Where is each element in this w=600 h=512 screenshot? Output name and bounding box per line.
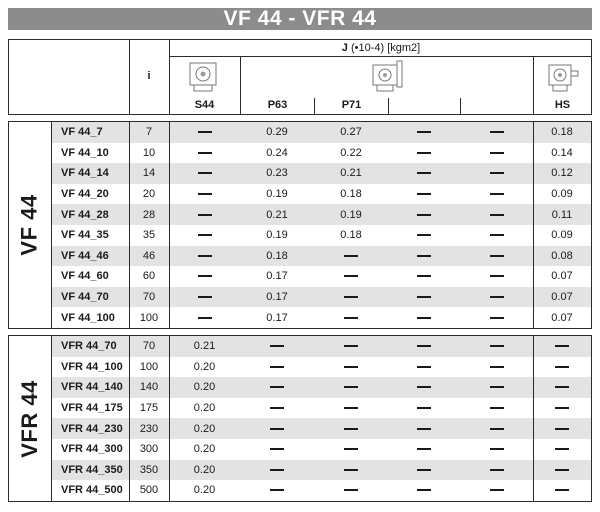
column-divider [533, 122, 534, 328]
dash-mark [555, 469, 569, 471]
cell-s44: 0.20 [193, 402, 216, 415]
col-header-p71: P71 [341, 99, 362, 111]
dash-mark [198, 214, 212, 216]
dash-mark [198, 234, 212, 236]
ratio-value: 70 [142, 340, 156, 353]
table-row [51, 377, 591, 398]
cell-s44: 0.20 [193, 463, 216, 476]
cell-s44 [169, 266, 240, 287]
ratio-value: 60 [142, 270, 156, 283]
cell-p71: 0.22 [340, 146, 362, 159]
dash-mark [417, 214, 431, 216]
dash-mark [344, 469, 358, 471]
dash-mark [417, 152, 431, 154]
col-header-hs: HS [554, 99, 571, 111]
cell-p63 [240, 336, 314, 357]
vfr-section [8, 335, 592, 502]
vfr-side-label: VFR 44 [17, 379, 42, 458]
cell-p71: 0.18 [340, 229, 362, 242]
table-row [51, 307, 591, 328]
dash-mark [198, 317, 212, 319]
dash-mark [490, 428, 504, 430]
model-code: VF 44_100 [61, 311, 115, 324]
cell-empty-2 [460, 184, 533, 205]
dash-mark [490, 448, 504, 450]
cell-empty-2 [460, 398, 533, 419]
cell-s44: 0.20 [193, 484, 216, 497]
cell-empty-2 [460, 307, 533, 328]
column-divider [129, 122, 130, 328]
dash-mark [555, 386, 569, 388]
cell-empty-1 [388, 357, 460, 378]
cell-p63: 0.21 [266, 208, 288, 221]
cell-s44 [169, 163, 240, 184]
model-code: VF 44_70 [61, 291, 109, 304]
column-divider [51, 122, 52, 328]
cell-empty-1 [388, 163, 460, 184]
gearbox-icon [186, 59, 220, 95]
dash-mark [417, 193, 431, 195]
dash-mark [490, 386, 504, 388]
dash-mark [490, 152, 504, 154]
cell-hs [533, 418, 591, 439]
motor-flange-gearbox-icon [370, 59, 404, 95]
model-code: VF 44_20 [61, 188, 109, 201]
table-row [51, 357, 591, 378]
dash-mark [198, 152, 212, 154]
cell-empty-1 [388, 204, 460, 225]
ratio-value: 100 [139, 311, 159, 324]
cell-s44: 0.20 [193, 360, 216, 373]
dash-mark [555, 489, 569, 491]
dash-mark [344, 296, 358, 298]
cell-empty-1 [388, 122, 460, 143]
ratio-value: 28 [142, 208, 156, 221]
cell-p63 [240, 377, 314, 398]
cell-empty-2 [460, 336, 533, 357]
dash-mark [344, 366, 358, 368]
dash-mark [344, 448, 358, 450]
table-row [51, 163, 591, 184]
table-row [51, 266, 591, 287]
dash-mark [417, 234, 431, 236]
dash-mark [417, 131, 431, 133]
cell-p71 [314, 418, 388, 439]
cell-p63 [240, 480, 314, 501]
dash-mark [344, 317, 358, 319]
vf-section [8, 121, 592, 329]
input-shaft-gearbox-icon [546, 59, 580, 95]
table-row [51, 418, 591, 439]
dash-mark [417, 296, 431, 298]
dash-mark [490, 172, 504, 174]
model-code: VF 44_7 [61, 126, 103, 139]
cell-empty-2 [460, 439, 533, 460]
dash-mark [344, 489, 358, 491]
cell-empty-2 [460, 225, 533, 246]
dash-mark [490, 296, 504, 298]
cell-hs: 0.09 [551, 229, 573, 242]
table-row [51, 287, 591, 308]
cell-empty-2 [460, 143, 533, 164]
model-code: VF 44_10 [61, 146, 109, 159]
model-code: VF 44_28 [61, 208, 109, 221]
vf-side-label: VF 44 [17, 194, 43, 256]
table-row [51, 122, 591, 143]
table-row [51, 246, 591, 267]
cell-s44 [169, 307, 240, 328]
cell-empty-2 [460, 460, 533, 481]
dash-mark [344, 275, 358, 277]
cell-p63 [240, 460, 314, 481]
ratio-value: 35 [142, 229, 156, 242]
cell-hs [533, 377, 591, 398]
table-row [51, 398, 591, 419]
cell-p63: 0.19 [266, 188, 288, 201]
dash-mark [555, 366, 569, 368]
cell-empty-1 [388, 336, 460, 357]
cell-p71 [314, 460, 388, 481]
ratio-value: 100 [139, 360, 159, 373]
dash-mark [270, 469, 284, 471]
cell-empty-2 [460, 377, 533, 398]
cell-s44 [169, 204, 240, 225]
cell-hs [533, 480, 591, 501]
cell-p63: 0.17 [266, 270, 288, 283]
cell-empty-1 [388, 287, 460, 308]
table-row [51, 143, 591, 164]
cell-empty-2 [460, 266, 533, 287]
cell-p71 [314, 398, 388, 419]
table-row [51, 204, 591, 225]
cell-empty-1 [388, 398, 460, 419]
column-divider [533, 336, 534, 501]
dash-mark [490, 317, 504, 319]
dash-mark [417, 407, 431, 409]
cell-p71 [314, 357, 388, 378]
cell-p71 [314, 480, 388, 501]
cell-p71 [314, 246, 388, 267]
dash-mark [555, 448, 569, 450]
cell-empty-1 [388, 418, 460, 439]
table-row [51, 336, 591, 357]
col-header-p63: P63 [267, 99, 288, 111]
model-code: VFR 44_230 [61, 422, 123, 435]
dash-mark [417, 386, 431, 388]
dash-mark [270, 366, 284, 368]
table-header [8, 39, 592, 115]
cell-empty-1 [388, 377, 460, 398]
cell-p71: 0.21 [340, 167, 362, 180]
dash-mark [198, 275, 212, 277]
model-code: VFR 44_100 [61, 360, 123, 373]
page-title: VF 44 - VFR 44 [8, 8, 592, 30]
dash-mark [344, 345, 358, 347]
dash-mark [417, 275, 431, 277]
cell-empty-1 [388, 439, 460, 460]
dash-mark [417, 448, 431, 450]
cell-s44: 0.20 [193, 422, 216, 435]
cell-empty-1 [388, 184, 460, 205]
inertia-header: J (•10-4) [kgm2] [341, 42, 421, 54]
cell-p63: 0.19 [266, 229, 288, 242]
dash-mark [417, 366, 431, 368]
model-code: VF 44_14 [61, 167, 109, 180]
cell-hs [533, 460, 591, 481]
model-code: VF 44_35 [61, 229, 109, 242]
dash-mark [490, 489, 504, 491]
model-code: VFR 44_140 [61, 381, 123, 394]
table-row [51, 225, 591, 246]
dash-mark [198, 296, 212, 298]
dash-mark [198, 193, 212, 195]
cell-p71 [314, 307, 388, 328]
dash-mark [490, 193, 504, 195]
cell-hs: 0.08 [551, 249, 573, 262]
table-row [51, 439, 591, 460]
cell-p63: 0.17 [266, 311, 288, 324]
model-code: VFR 44_500 [61, 484, 123, 497]
ratio-value: 10 [142, 146, 156, 159]
cell-empty-1 [388, 266, 460, 287]
cell-p63 [240, 398, 314, 419]
cell-empty-1 [388, 143, 460, 164]
column-divider [51, 336, 52, 501]
ratio-value: 20 [142, 188, 156, 201]
dash-mark [270, 345, 284, 347]
model-code: VF 44_46 [61, 249, 109, 262]
dash-mark [490, 214, 504, 216]
ratio-value: 70 [142, 291, 156, 304]
cell-s44 [169, 122, 240, 143]
cell-empty-2 [460, 418, 533, 439]
cell-p63 [240, 439, 314, 460]
table-row [51, 480, 591, 501]
col-header-s44: S44 [194, 99, 215, 111]
cell-hs [533, 439, 591, 460]
cell-hs: 0.07 [551, 291, 573, 304]
cell-empty-1 [388, 246, 460, 267]
dash-mark [555, 407, 569, 409]
dash-mark [417, 489, 431, 491]
cell-hs [533, 398, 591, 419]
cell-empty-2 [460, 163, 533, 184]
ratio-value: 46 [142, 249, 156, 262]
ratio-value: 230 [139, 422, 159, 435]
cell-hs: 0.12 [551, 167, 573, 180]
dash-mark [198, 255, 212, 257]
model-code: VF 44_60 [61, 270, 109, 283]
cell-empty-2 [460, 357, 533, 378]
cell-p71 [314, 336, 388, 357]
cell-p63: 0.24 [266, 146, 288, 159]
cell-p71: 0.19 [340, 208, 362, 221]
cell-hs [533, 357, 591, 378]
cell-s44 [169, 225, 240, 246]
ratio-value: 14 [142, 167, 156, 180]
dash-mark [490, 131, 504, 133]
dash-mark [555, 345, 569, 347]
dash-mark [417, 345, 431, 347]
cell-empty-2 [460, 246, 533, 267]
cell-hs: 0.11 [551, 208, 573, 221]
cell-hs: 0.14 [551, 146, 573, 159]
cell-s44 [169, 184, 240, 205]
cell-empty-2 [460, 122, 533, 143]
cell-s44 [169, 287, 240, 308]
dash-mark [270, 489, 284, 491]
cell-p71 [314, 439, 388, 460]
ratio-value: 140 [139, 381, 159, 394]
dash-mark [417, 469, 431, 471]
cell-p71 [314, 266, 388, 287]
dash-mark [270, 407, 284, 409]
dash-mark [344, 407, 358, 409]
cell-s44: 0.20 [193, 443, 216, 456]
table-row [51, 460, 591, 481]
table-row [51, 184, 591, 205]
cell-empty-2 [460, 287, 533, 308]
cell-hs: 0.09 [551, 188, 573, 201]
model-code: VFR 44_175 [61, 402, 123, 415]
cell-empty-2 [460, 480, 533, 501]
dash-mark [344, 428, 358, 430]
ratio-value: 300 [139, 443, 159, 456]
ratio-value: 175 [139, 402, 159, 415]
ratio-value: 500 [139, 484, 159, 497]
cell-p71: 0.18 [340, 188, 362, 201]
cell-hs: 0.07 [551, 270, 573, 283]
cell-s44: 0.20 [193, 381, 216, 394]
dash-mark [270, 428, 284, 430]
dash-mark [344, 386, 358, 388]
dash-mark [198, 131, 212, 133]
dash-mark [490, 345, 504, 347]
cell-p63: 0.18 [266, 249, 288, 262]
cell-s44 [169, 143, 240, 164]
cell-empty-1 [388, 225, 460, 246]
dash-mark [270, 448, 284, 450]
cell-hs: 0.18 [551, 126, 573, 139]
cell-p71 [314, 287, 388, 308]
cell-s44 [169, 246, 240, 267]
cell-empty-2 [460, 204, 533, 225]
dash-mark [490, 255, 504, 257]
cell-p63: 0.23 [266, 167, 288, 180]
model-code: VFR 44_300 [61, 443, 123, 456]
cell-s44: 0.21 [193, 340, 216, 353]
dash-mark [198, 172, 212, 174]
dash-mark [417, 317, 431, 319]
model-code: VFR 44_350 [61, 463, 123, 476]
cell-empty-1 [388, 307, 460, 328]
cell-p71: 0.27 [340, 126, 362, 139]
cell-hs: 0.07 [551, 311, 573, 324]
dash-mark [417, 428, 431, 430]
column-divider [169, 336, 170, 501]
ratio-column-header: i [147, 70, 151, 82]
cell-p63 [240, 418, 314, 439]
cell-hs [533, 336, 591, 357]
ratio-value: 350 [139, 463, 159, 476]
cell-p63: 0.17 [266, 291, 288, 304]
dash-mark [490, 407, 504, 409]
cell-p63 [240, 357, 314, 378]
cell-p71 [314, 377, 388, 398]
cell-empty-1 [388, 460, 460, 481]
dash-mark [490, 275, 504, 277]
dash-mark [490, 469, 504, 471]
model-code: VFR 44_70 [61, 340, 117, 353]
cell-p63: 0.29 [266, 126, 288, 139]
dash-mark [417, 172, 431, 174]
dash-mark [555, 428, 569, 430]
column-divider [169, 122, 170, 328]
ratio-value: 7 [145, 126, 153, 139]
dash-mark [417, 255, 431, 257]
column-divider [129, 336, 130, 501]
dash-mark [270, 386, 284, 388]
cell-empty-1 [388, 480, 460, 501]
dash-mark [490, 366, 504, 368]
dash-mark [490, 234, 504, 236]
dash-mark [344, 255, 358, 257]
